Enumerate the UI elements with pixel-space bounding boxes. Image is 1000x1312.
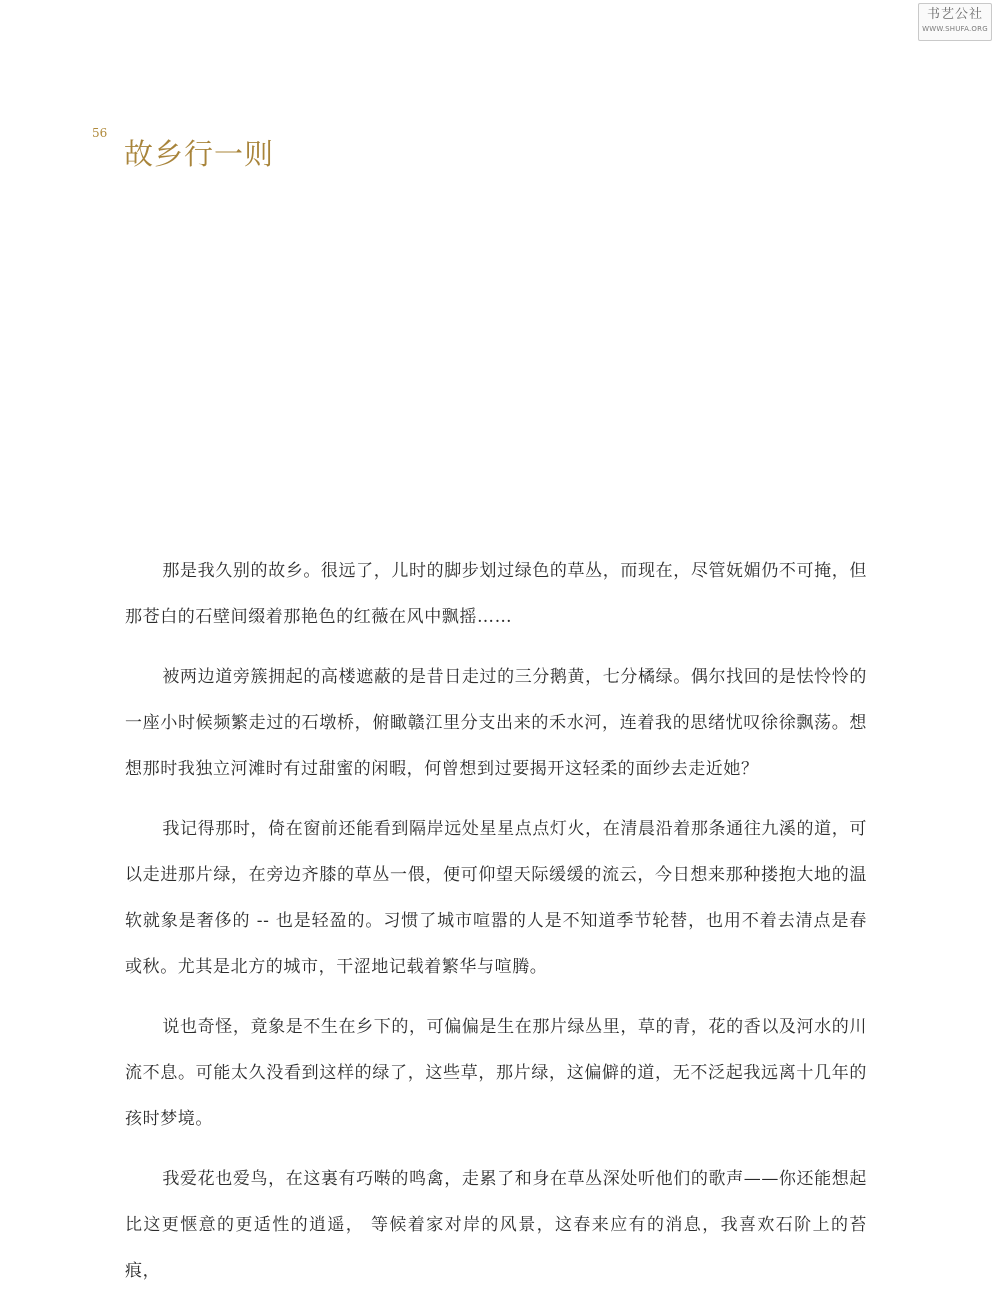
- page-title: 故乡行一则: [124, 137, 275, 171]
- watermark-stamp: [918, 3, 992, 41]
- page-number: 56: [92, 126, 108, 140]
- paragraph-2: 被两边道旁簇拥起的高楼遮蔽的是昔日走过的三分鹅黄，七分橘绿。偶尔找回的是怯怜怜的一座小时候频繁走过的石墩桥，俯瞰赣江里分支出来的禾水河，连着我的思绪忧叹徐徐飘荡。想想那时我独立河滩时有过甜蜜的闲暇，何曾想到过要揭开这轻柔的面纱去走近她？: [125, 667, 867, 779]
- paragraph-4: 说也奇怪，竟象是不生在乡下的，可偏偏是生在那片绿丛里，草的青，花的香以及河水的川流不息。可能太久没看到这样的绿了，这些草，那片绿，这偏僻的道，无不泛起我远离十几年的孩时梦境。: [125, 1017, 867, 1129]
- article-body: [125, 548, 867, 1308]
- paragraph-5: 我爱花也爱鸟，在这裏有巧啭的鸣禽，走累了和身在草丛深处听他们的歌声——你还能想起比这更惬意的更适性的逍遥， 等候着家对岸的风景，这春来应有的消息，我喜欢石阶上的苔痕，: [125, 1169, 867, 1281]
- watermark-url: WWW.SHUFA.ORG: [922, 25, 988, 33]
- watermark-logo: 书艺公社: [926, 7, 983, 22]
- paragraph-1: 那是我久别的故乡。很远了，儿时的脚步划过绿色的草丛，而现在，尽管妩媚仍不可掩，但那苍白的石壁间缀着那艳色的红薇在风中飘摇……: [125, 561, 867, 627]
- paragraph-3: 我记得那时，倚在窗前还能看到隔岸远处星星点点灯火，在清晨沿着那条通往九溪的道，可以走进那片绿，在旁边齐膝的草丛一偎，便可仰望天际缓缓的流云，今日想来那种搂抱大地的温软就象是奢侈的 -- 也是轻盈的。习惯了城市喧嚣的人是不知道季节轮替，也用不着去清点是春或秋。尤其是北方的城市，干涩地记载着繁华与喧腾。: [125, 819, 867, 977]
